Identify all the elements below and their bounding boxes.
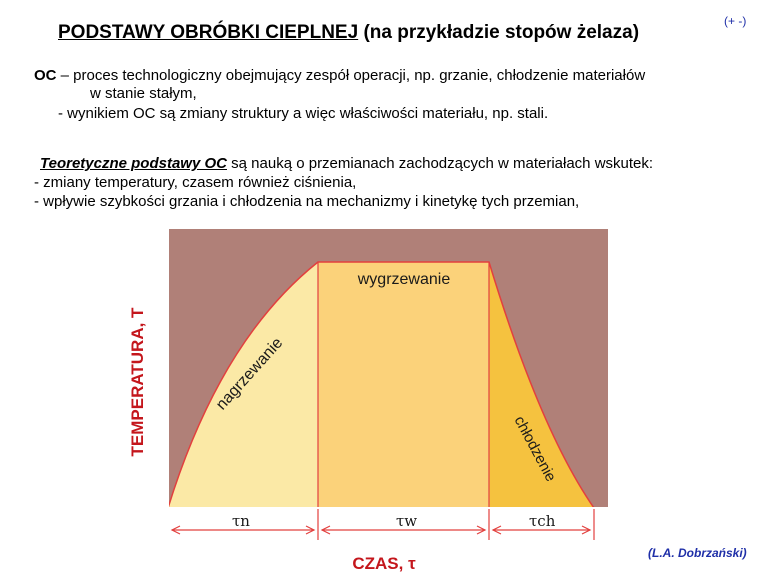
definition-line-3: - wynikiem OC są zmiany struktury a więc właściwości materiału, np. stali. [58, 105, 549, 122]
theory-line-3: - wpływie szybkości grzania i chłodzenia na mechanizmy i kinetykę tych przemian, [34, 193, 580, 210]
author-credit: (L.A. Dobrzański) [648, 546, 747, 560]
soaking-region [318, 262, 489, 508]
x-axis-title: CZAS, τ [352, 554, 416, 573]
definition-term: OC [34, 67, 57, 84]
title-main: PODSTAWY OBRÓBKI CIEPLNEJ [58, 22, 359, 43]
stage-label-heating: nagrzewanie [212, 334, 287, 414]
y-axis-title: TEMPERATURA, T [128, 307, 147, 457]
duration-label-heating: τn [232, 512, 250, 530]
theory-term: Teoretyczne podstawy OC [40, 155, 227, 172]
definition-line-2: w stanie stałym, [90, 85, 197, 102]
theory-line-2: - zmiany temperatury, czasem również ciśnienia, [34, 174, 357, 191]
theory-text: są nauką o przemianach zachodzących w materiałach wskutek: [227, 155, 654, 172]
definition-text: – proces technologiczny obejmujący zespół operacji, np. grzanie, chłodzenie materiałów [56, 67, 646, 84]
corner-mark: (+ -) [724, 14, 747, 28]
duration-label-soaking: τw [396, 512, 418, 530]
title-subtitle: (na przykładzie stopów żelaza) [358, 22, 640, 43]
stage-label-soaking: wygrzewanie [357, 271, 451, 288]
duration-label-cooling: τch [529, 512, 556, 530]
stage-label-cooling: chłodzenie [510, 413, 560, 485]
